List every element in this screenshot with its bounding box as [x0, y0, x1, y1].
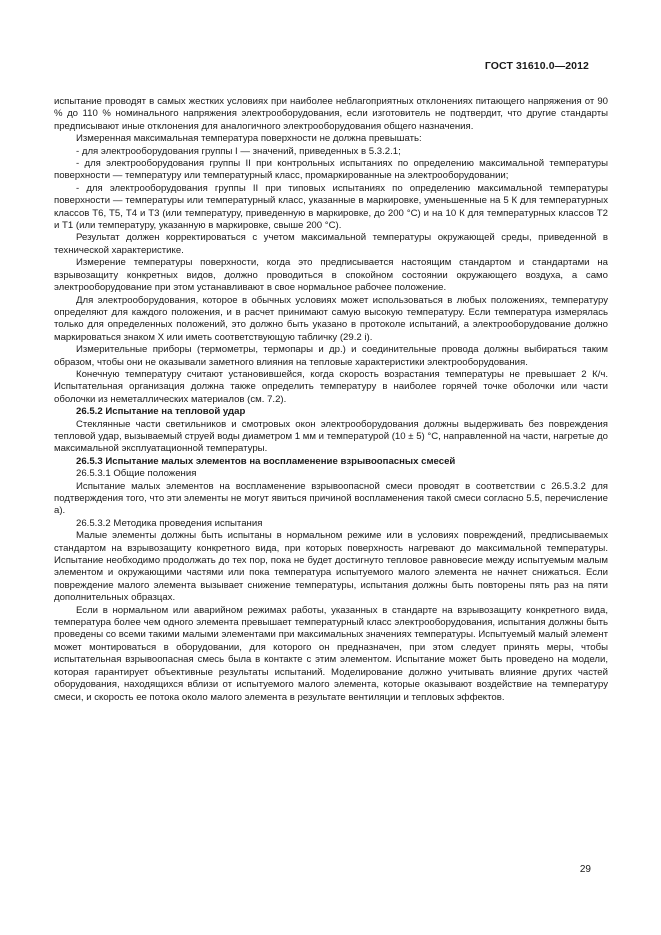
document-header-id: ГОСТ 31610.0—2012: [484, 60, 589, 72]
subsection-heading: 26.5.3.1 Общие положения: [76, 468, 197, 480]
list-item: - для электрооборудования группы II при контрольных испытаниях по определению максимальной температуры поверхности — температуру или температурный класс, промаркированные на электрооборудовании;: [54, 158, 608, 182]
section-heading: 26.5.3 Испытание малых элементов на воспламенение взрывоопасных смесей: [76, 455, 456, 467]
subsection-heading: 26.5.3.2 Методика проведения испытания: [76, 517, 263, 529]
list-item: - для электрооборудования группы I — значений, приведенных в 5.3.2.1;: [76, 145, 401, 157]
paragraph: Измеренная максимальная температура поверхности не должна превышать:: [76, 133, 422, 145]
document-body: [54, 96, 608, 704]
paragraph: Для электрооборудования, которое в обычных условиях может использоваться в любых положениях, температуру определяют для каждого положения, и в расчет принимают самую высокую температуру. Если температура измерялась только для определенных положений, это должно быть указано в протоколе испытаний, а электрооборудование должно маркироваться знаком X или иметь соответствующую табличку (29.2 i).: [54, 294, 608, 343]
paragraph: Конечную температуру считают установившейся, когда скорость возрастания температуры не превышает 2 К/ч. Испытательная организация должна также определить температуру в наиболее горячей точке оболочки или части оболочки из неметаллических материалов (см. 7.2).: [54, 368, 608, 405]
paragraph: Малые элементы должны быть испытаны в нормальном режиме или в условиях повреждений, предписываемых стандартом на взрывозащиту конкретного вида, при которых поверхность нагревают до максимальной температуры. Испытание необходимо продолжать до тех пор, пока не будет достигнуто тепловое равновесие между испытуемым малым элементом и окружающими частями или пока температура испытуемого малого элемента не начнет снижаться. Если повреждение малого элемента вызывает снижение температуры, испытания должны быть повторены пять раз на пяти дополнительных образцах.: [54, 530, 608, 604]
paragraph: Результат должен корректироваться с учетом максимальной температуры окружающей среды, приведенной в технической характеристике.: [54, 232, 608, 256]
paragraph: Стеклянные части светильников и смотровых окон электрооборудования должны выдерживать без повреждения тепловой удар, вызываемый струей воды диаметром 1 мм и температурой (10 ± 5) °С, направленной на части, нагретые до максимальной эксплуатационной температуры.: [54, 418, 608, 455]
paragraph: Если в нормальном или аварийном режимах работы, указанных в стандарте на взрывозащиту конкретного вида, температура более чем одного элемента превышает температурный класс электрооборудования, испытания должны быть проведены со всеми такими малыми элементами при максимальных значениях температуры. Испытуемый малый элемент может монтироваться в оборудовании, для которого он предназначен, при этом следует принять меры, чтобы испытательная взрывоопасная смесь была в контакте с этим элементом. Испытание может быть проведено на модели, которая гарантирует объективные результаты испытаний. Моделирование должно учитывать влияние других частей оборудования, находящихся вблизи от испытуемого малого элемента, которые оказывают воздействие на температуру смеси, и скорость ее потока около малого элемента в результате вентиляции и тепловых эффектов.: [54, 604, 608, 703]
section-heading: 26.5.2 Испытание на тепловой удар: [76, 406, 246, 418]
list-item: - для электрооборудования группы II при типовых испытаниях по определению максимальной температуры поверхности — температуры или температурный класс, указанные в маркировке, уменьшенные на 5 К для температурных классов Т6, Т5, Т4 и Т3 (или температуру, приведенную в маркировке, до 200 °С) и на 10 К для температурных классов Т2 и Т1 (или температуру, указанную в маркировке, свыше 200 °С).: [54, 182, 608, 232]
paragraph: испытание проводят в самых жестких условиях при наиболее неблагоприятных отклонениях питающего напряжения от 90 % до 110 % номинального напряжения электрооборудования, если изготовитель не подтвердит, что другие стандарты предписывают иные отклонения для аналогичного электрооборудования общего назначения.: [54, 96, 608, 132]
paragraph: Испытание малых элементов на воспламенение взрывоопасной смеси проводят в соответствии с 26.5.3.2 для подтверждения того, что эти элементы не могут явиться причиной воспламенения такой смеси согласно 5.5, перечисление а).: [54, 480, 608, 517]
paragraph: Измерение температуры поверхности, когда это предписывается настоящим стандартом и стандартами на взрывозащиту конкретных видов, должно проводиться в спокойном состоянии окружающего воздуха, а само электрооборудование при этом устанавливают в свое нормальное рабочее положение.: [54, 257, 608, 294]
paragraph: Измерительные приборы (термометры, термопары и др.) и соединительные провода должны выбираться таким образом, чтобы они не оказывали заметного влияния на тепловые характеристики электрооборудования.: [54, 344, 608, 368]
page-number: 29: [579, 864, 591, 875]
